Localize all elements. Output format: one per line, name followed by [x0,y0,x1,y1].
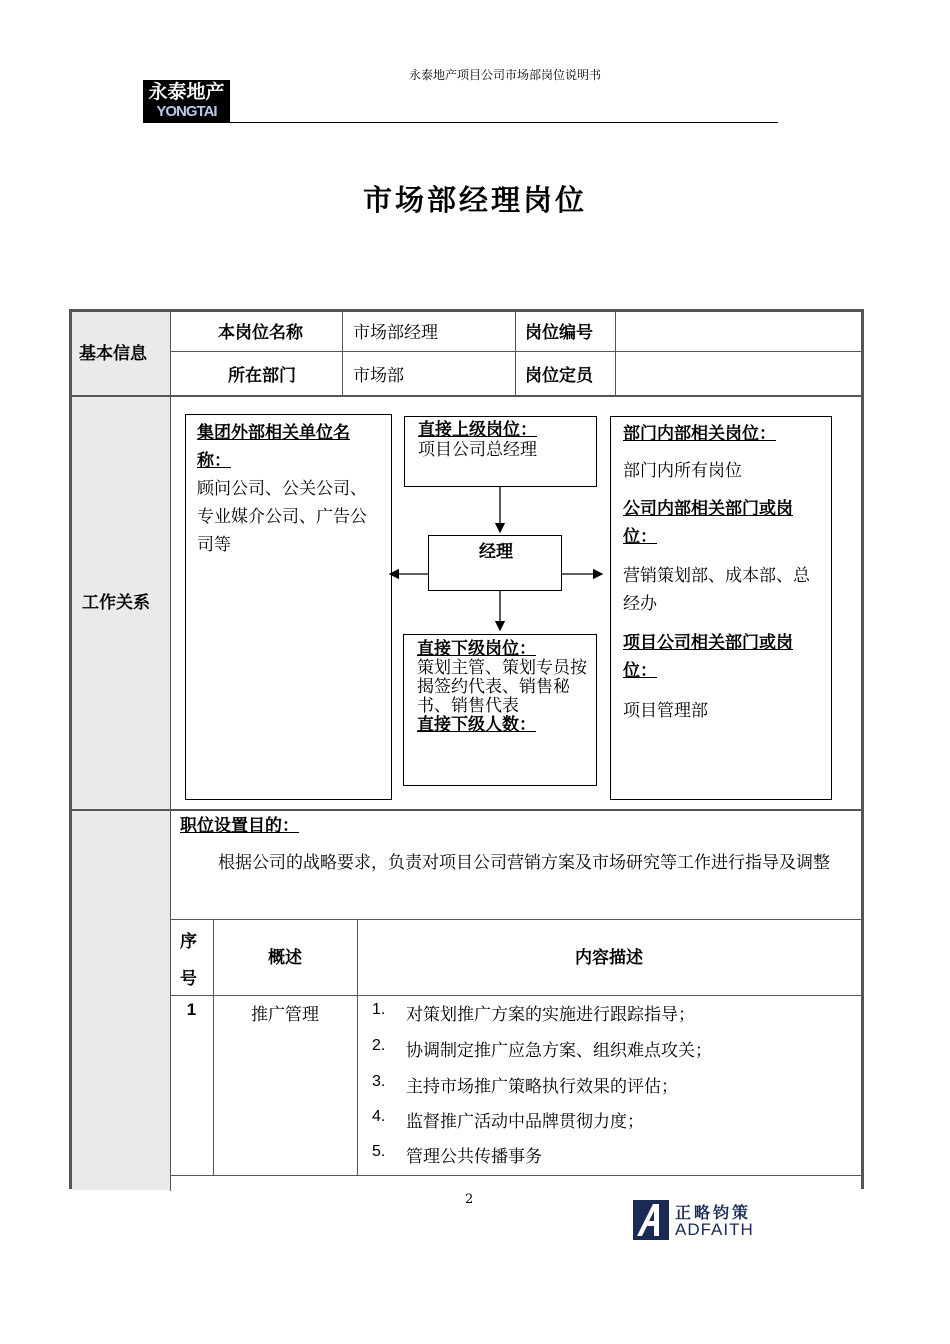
row-seq: 1 [186,1000,197,1019]
header-divider [143,122,778,123]
list-item-number: 1. [372,1001,386,1018]
company-internal-title: 公司内部相关部门或岗位： [623,499,793,547]
purpose-text: 根据公司的战略要求，负责对项目公司营销方案及市场研究等工作进行指导及调整 [218,853,830,873]
brand-english-name: ADFAITH [675,1220,754,1239]
superior-box [404,416,597,487]
list-item: 主持市场推广策略执行效果的评估； [406,1077,678,1097]
list-item: 监督推广活动中品牌贯彻力度； [406,1112,644,1132]
superior-title: 直接上级岗位： [418,420,537,440]
department-value: 市场部 [353,366,404,386]
grid-line [72,809,861,811]
logo-chinese-text: 永泰地产 [148,81,225,103]
basic-info-label: 基本信息 [79,344,147,364]
purpose-title: 职位设置目的： [180,816,299,836]
dept-internal-content: 部门内所有岗位 [623,461,742,481]
list-item: 管理公共传播事务 [406,1147,542,1167]
grid-line [170,311,171,1191]
department-label: 所在部门 [228,366,296,386]
grid-line [170,919,861,920]
company-logo [143,80,230,122]
grid-line [515,311,516,395]
list-item: 协调制定推广应急方案、组织难点攻关； [406,1041,712,1061]
superior-content: 项目公司总经理 [418,440,537,460]
col-header-seq: 序号 [180,932,197,989]
relation-arrows [380,480,620,640]
headcount-label: 岗位定员 [525,366,593,386]
grid-line [342,311,343,395]
list-item-number: 4. [372,1108,386,1125]
external-units-content: 顾问公司、公关公司、专业媒介公司、广告公司等 [197,479,367,555]
external-units-title: 集团外部相关单位名称： [197,423,350,471]
page-number: 2 [465,1192,474,1207]
adfaith-logo-icon [633,1200,669,1240]
subordinate-content: 策划主管、策划专员按揭签约代表、销售秘书、销售代表 [417,658,587,716]
col-header-summary: 概述 [268,948,302,968]
work-relations-label: 工作关系 [82,593,150,613]
manager-label: 经理 [479,542,513,562]
row-summary: 推广管理 [251,1005,319,1025]
position-no-label: 岗位编号 [525,323,593,343]
list-item-number: 2. [372,1037,386,1054]
document-header: 永泰地产项目公司市场部岗位说明书 [408,68,601,82]
grid-line [72,395,861,397]
col-header-desc: 内容描述 [575,948,643,968]
list-item-number: 5. [372,1143,386,1160]
position-name-label: 本岗位名称 [218,323,303,343]
internal-relations-box [610,416,832,800]
subordinate-box [403,634,597,786]
company-internal-content: 营销策划部、成本部、总经办 [623,566,810,614]
project-company-title: 项目公司相关部门或岗位： [623,633,793,681]
grid-line [170,351,861,352]
dept-internal-title: 部门内部相关岗位： [623,424,776,444]
duties-label-cell [72,810,170,1190]
grid-line [170,1175,861,1176]
logo-english-text: YONGTAI [156,103,217,120]
page-title: 市场部经理岗位 [362,183,587,217]
position-name-value: 市场部经理 [353,323,438,343]
subordinate-count-label: 直接下级人数： [417,715,536,735]
external-units-box [185,414,392,800]
project-company-content: 项目管理部 [623,701,708,721]
brand-chinese-name: 正略钧策 [675,1203,752,1222]
subordinate-title: 直接下级岗位： [417,639,536,659]
list-item-number: 3. [372,1073,386,1090]
grid-line [615,311,616,395]
list-item: 对策划推广方案的实施进行跟踪指导； [406,1005,695,1025]
grid-line [170,995,861,996]
